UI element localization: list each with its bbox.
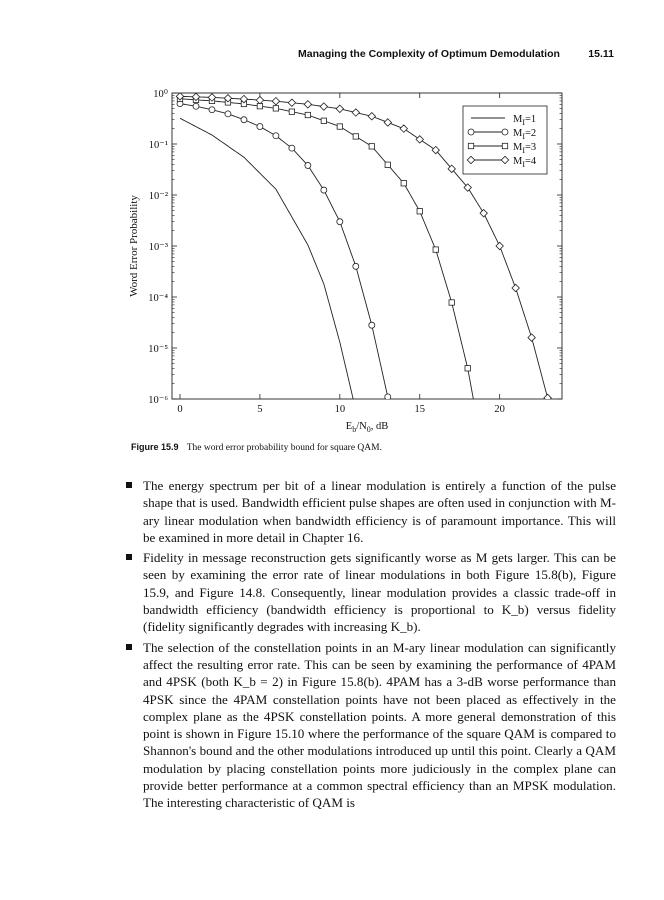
- bullet-text: Fidelity in message reconstruction gets significantly worse as M gets larger. This can be seen by examining the error rate of linear modulations in both Figure 15.8(b), Figure 15.9, and Figure 14.8. Consequently, linear modulation provides a classic trade-off in bandwidth efficiency (bandwidth efficiency is proportional to K_b) versus fidelity (fidelity significantly degrades with increasing K_b).: [143, 550, 616, 635]
- bullet-marker: [126, 554, 132, 560]
- y-tick-label: 10⁰: [153, 89, 168, 100]
- y-tick-label: 10⁻¹: [148, 140, 168, 151]
- data-point: [305, 112, 310, 117]
- legend-label: $M_I=1$: [513, 114, 537, 127]
- legend-marker: [502, 129, 508, 135]
- legend-label: $M_I=3$: [513, 142, 537, 155]
- data-point: [209, 107, 215, 113]
- data-point: [304, 101, 311, 108]
- data-point: [352, 109, 359, 116]
- series-group: [180, 118, 356, 410]
- data-point: [289, 145, 295, 151]
- data-point: [512, 284, 519, 291]
- data-point: [289, 109, 294, 114]
- data-point: [417, 209, 422, 214]
- bullet-text: The energy spectrum per bit of a linear modulation is entirely a function of the pulse shape that is used. Bandwidth efficient pulse shapes are often used in conjunction with M-ary linear modulation when bandwidth efficiency is of paramount importance. This will be examined in more detail in Chapter 16.: [143, 478, 616, 545]
- data-point: [337, 124, 342, 129]
- figure-caption: [131, 442, 611, 453]
- data-point: [305, 162, 311, 168]
- bullet-item: [124, 477, 616, 546]
- data-point: [369, 322, 375, 328]
- bullet-item: [124, 549, 616, 635]
- series-group: [177, 96, 499, 433]
- data-point: [193, 103, 199, 109]
- x-tick-label: 5: [257, 404, 263, 415]
- x-tick-label: 10: [334, 404, 346, 415]
- data-point: [449, 300, 454, 305]
- data-point: [272, 98, 279, 105]
- bullet-text: The selection of the constellation points in an M-ary linear modulation can significantly affect the resulting error rate. This can be seen by examining the performance of 4PAM and 4PSK (both K_b = 2) in Figure 15.8(b). 4PAM has a 3-dB worse performance than 4PSK since the 4PAM constellation points have not been placed as effectively in the complex plane as the 4PSK constellation points. A more general demonstration of this point is shown in Figure 15.10 where the performance of the square QAM is compared to Shannon's bound and the other modulations introduced up until this point. Clearly a QAM modulation by placing constellation points more judiciously in the complex plane can provide better performance at a common spectral efficiency than an MPSK modulation. The interesting characteristic of QAM is: [143, 639, 616, 811]
- legend-marker: [502, 143, 507, 148]
- error-probability-chart: [120, 78, 570, 433]
- running-header: [298, 48, 616, 64]
- data-point: [385, 162, 390, 167]
- series-line: [180, 118, 356, 410]
- y-axis-label: Word Error Probability: [128, 195, 140, 297]
- data-point: [400, 125, 407, 132]
- data-point: [496, 242, 503, 249]
- x-tick-label: 0: [177, 404, 183, 415]
- x-tick-label: 20: [494, 404, 505, 415]
- data-point: [320, 103, 327, 110]
- legend-label: $M_I=4$: [513, 156, 537, 169]
- data-point: [465, 366, 470, 371]
- data-point: [353, 263, 359, 269]
- data-point: [353, 134, 358, 139]
- x-tick-label: 15: [414, 404, 425, 415]
- bullet-list: [124, 477, 616, 815]
- bullet-item: [124, 639, 616, 812]
- data-point: [384, 119, 391, 126]
- data-point: [528, 334, 535, 341]
- data-point: [433, 247, 438, 252]
- data-point: [241, 117, 247, 123]
- data-point: [385, 394, 391, 400]
- data-point: [480, 209, 487, 216]
- legend-marker: [468, 129, 474, 135]
- figure-label: Figure 15.9: [131, 442, 179, 452]
- data-point: [256, 96, 263, 103]
- header-title: Managing the Complexity of Optimum Demodulation: [298, 48, 560, 60]
- data-point: [337, 219, 343, 225]
- data-point: [321, 187, 327, 193]
- data-point: [369, 144, 374, 149]
- series-group: [177, 101, 420, 433]
- y-tick-label: 10⁻²: [148, 191, 168, 202]
- data-point: [273, 106, 278, 111]
- y-tick-label: 10⁻⁶: [148, 395, 168, 406]
- data-point: [321, 118, 326, 123]
- y-tick-label: 10⁻⁵: [148, 344, 168, 355]
- legend-label: $M_I=2$: [513, 128, 537, 141]
- y-tick-label: 10⁻³: [148, 242, 168, 253]
- y-tick-label: 10⁻⁴: [148, 293, 168, 304]
- data-point: [273, 133, 279, 139]
- data-point: [225, 111, 231, 117]
- data-point: [336, 105, 343, 112]
- bullet-marker: [126, 482, 132, 488]
- figure-caption-text: The word error probability bound for square QAM.: [186, 443, 382, 453]
- series-line: [180, 104, 420, 433]
- data-point: [416, 136, 423, 143]
- data-point: [544, 394, 551, 401]
- bullet-marker: [126, 644, 132, 650]
- page-number: 15.11: [588, 48, 614, 60]
- data-point: [401, 181, 406, 186]
- data-point: [257, 124, 263, 130]
- series-line: [180, 99, 500, 433]
- data-point: [368, 113, 375, 120]
- legend-marker: [468, 143, 473, 148]
- x-axis-label: $E_b/N_0$, dB: [345, 421, 389, 433]
- data-point: [288, 99, 295, 106]
